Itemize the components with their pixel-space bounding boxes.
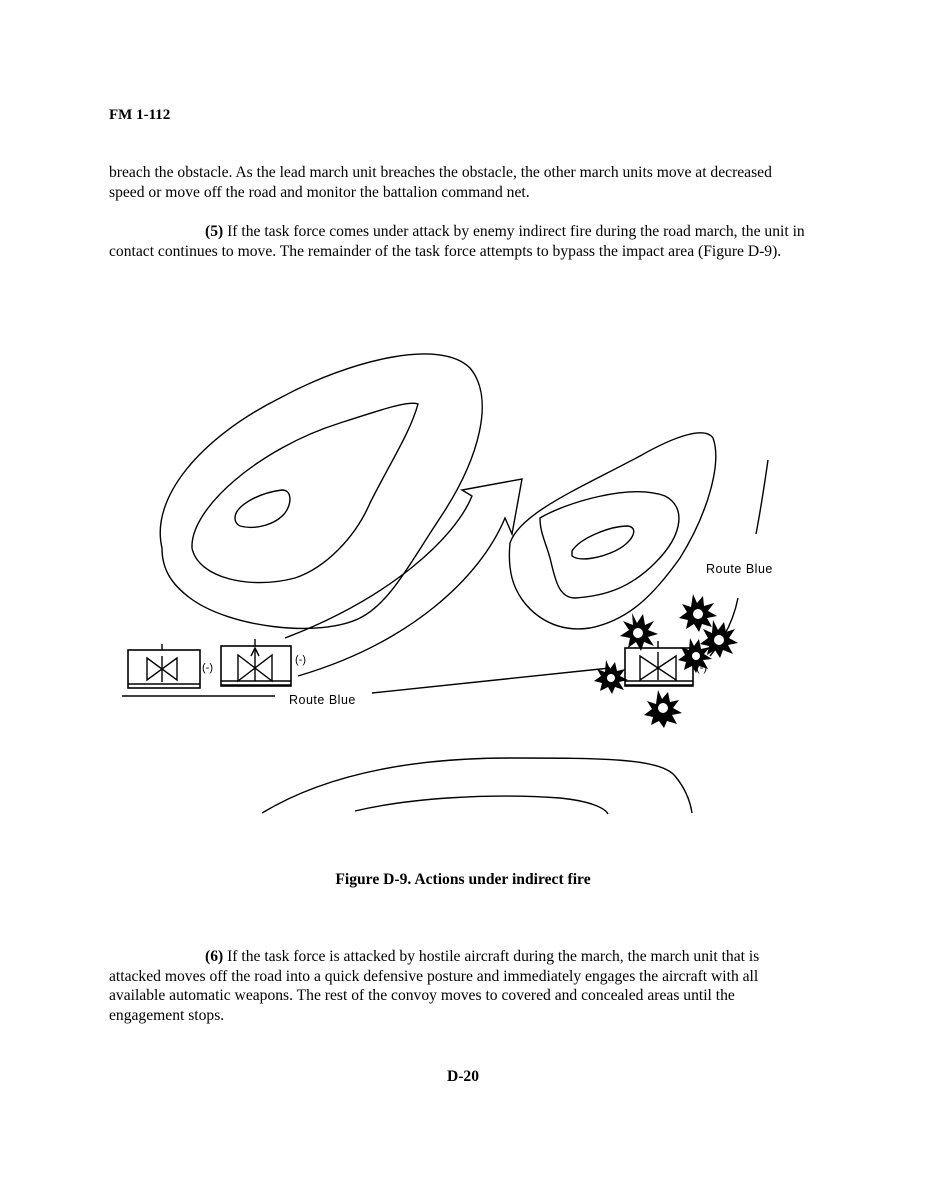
march-unit-2-symbol <box>221 639 291 686</box>
paragraph-6 <box>109 947 809 1025</box>
bottom-inner-contour <box>355 796 608 814</box>
bypass-arrow <box>285 479 522 676</box>
route-blue-road <box>372 668 610 693</box>
paragraph-continued: breach the obstacle. As the lead march unit breaches the obstacle, the other march units move at decreased speed or move off the road and monitor the battalion command net. <box>109 164 772 201</box>
hill-1-outer-contour <box>160 354 482 628</box>
paragraph-6-number: (6) <box>205 948 224 965</box>
paragraph-6-text: If the task force is attacked by hostile aircraft during the march, the march unit that is attacked moves off the road into a quick defensive posture and immediately engages the aircraft with all available automatic weapons. The rest of the convoy moves to covered and concealed areas until the engagement stops. <box>109 948 760 1024</box>
unit-3-strength-tag: (-) <box>696 662 707 674</box>
hill-1-inner-contour <box>235 490 290 527</box>
unit-1-strength-tag: (-) <box>202 662 213 674</box>
hill-2-inner-contour <box>572 526 634 559</box>
paragraph-5 <box>109 222 809 261</box>
document-header: FM 1-112 <box>109 107 171 123</box>
unit-2-strength-tag: (-) <box>295 654 306 666</box>
route-blue-label-left: Route Blue <box>289 693 356 707</box>
paragraph-5-text: If the task force comes under attack by enemy indirect fire during the road march, the unit in contact continues to move. The remainder of the task force attempts to bypass the impact area (Figure D-9). <box>109 223 805 260</box>
figure-d9-diagram <box>110 338 800 823</box>
hill-2-outer-contour <box>509 433 715 629</box>
bottom-outer-contour <box>262 758 692 813</box>
hill-2-middle-contour <box>540 492 679 598</box>
route-blue-road-north <box>756 460 768 534</box>
route-blue-label-right: Route Blue <box>706 562 773 576</box>
paragraph-5-number: (5) <box>205 223 224 240</box>
page-number: D-20 <box>446 1068 480 1085</box>
hill-1-middle-contour <box>192 403 418 582</box>
figure-caption: Figure D-9. Actions under indirect fire <box>335 871 591 888</box>
